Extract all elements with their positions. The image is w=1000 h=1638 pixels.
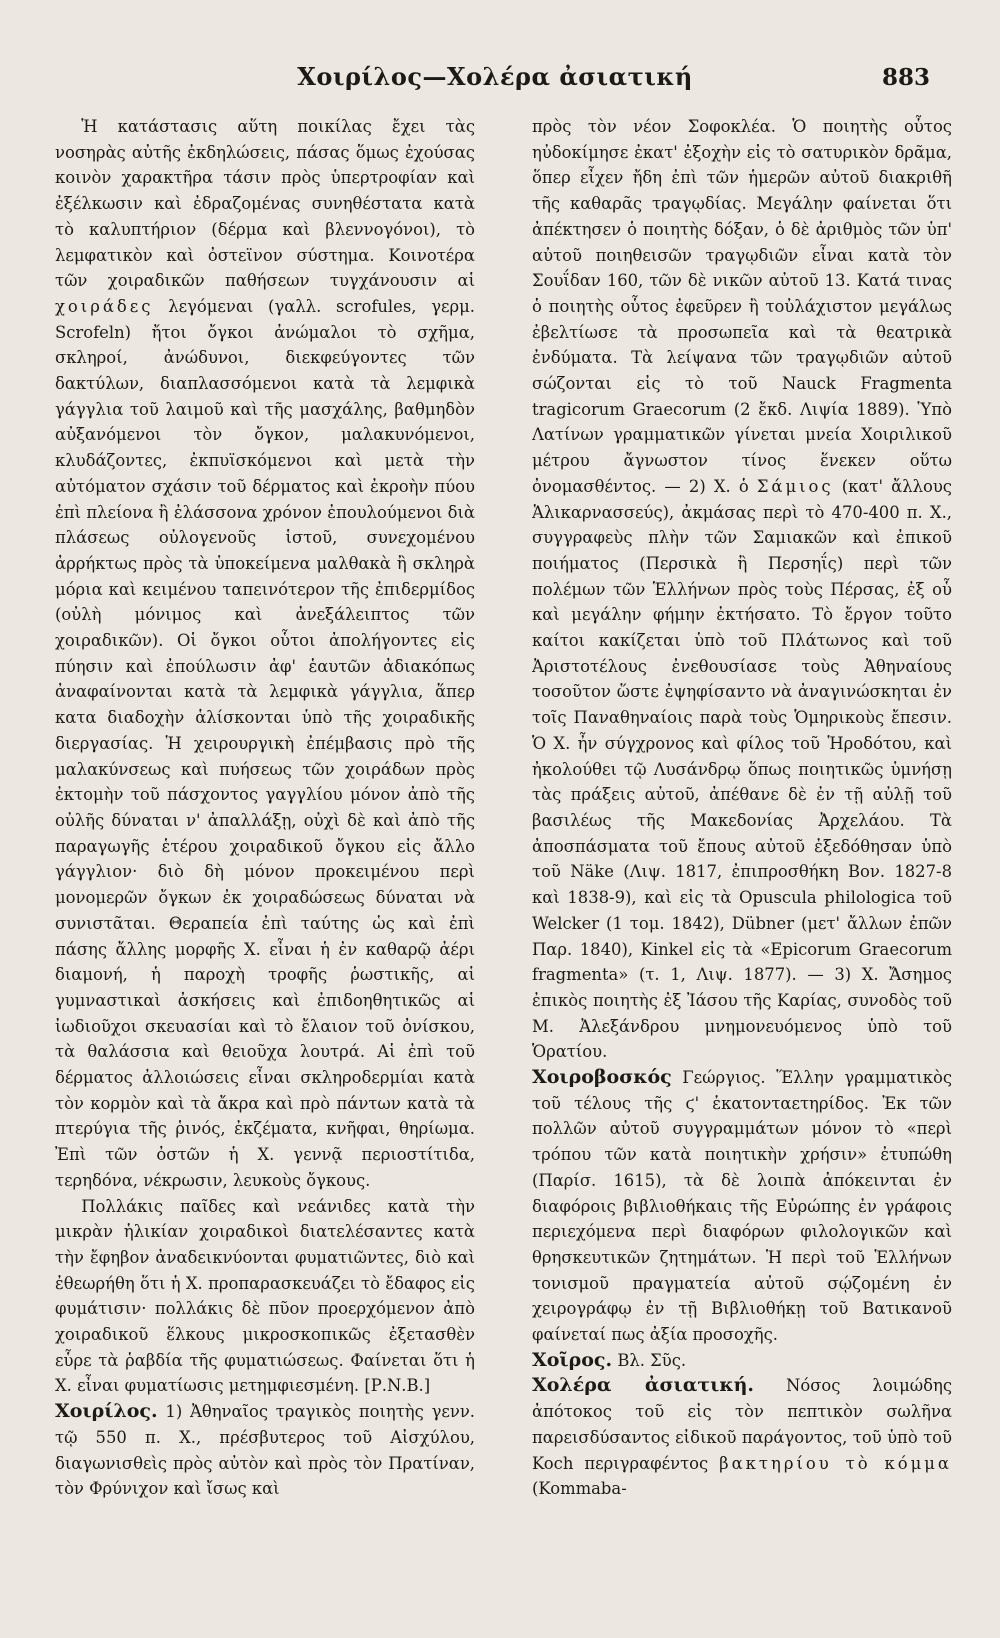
paragraph-text: Νόσος λοιμώδης ἀπότοκος τοῦ εἰς τὸν πεπτικὸν σωλῆνα παρεισδύσαντος εἰδικοῦ παράγοντος, τοῦ ὑπὸ τοῦ Koch περιγραφέντος (532, 1376, 952, 1473)
entry-headword: Χοιρίλος. (55, 1400, 158, 1423)
entry-headword: Χολέρα ἀσιατική. (532, 1374, 755, 1397)
entry-paragraph: Πολλάκις παῖδες καὶ νεάνιδες κατὰ τὴν μικρὰν ἡλικίαν χοιραδικοὶ διατελέσαντες κατὰ τὴν ἔφηβον ἀναδεικνύονται φυματιῶντες, διὸ καὶ ἐθεωρήθη ὅτι ἡ Χ. προπαρασκευάζει τὸ ἔδαφος εἰς φυμάτισιν· πολλάκις δὲ πῦον προερχόμενον ἀπὸ χοιραδικοῦ ἕλκους μικροσκοπικῶς ἐξετασθὲν εὗρε τὰ ῥαβδία τῆς φυματιώσεως. Φαίνεται ὅτι ἡ Χ. εἶναι φυματίωσις μετημφιεσμένη. [Ρ.Ν.Β.] (55, 1196, 475, 1396)
page-number: 883 (881, 64, 930, 91)
paragraph-text: Γεώργιος. Ἕλλην γραμματικὸς τοῦ τέλους τῆς ϛ' ἑκατονταετηρίδος. Ἐκ τῶν πολλῶν αὐτοῦ συγγραμμάτων μόνον τὸ «περὶ τρόπου τῶν κατὰ ποιητικὴν χρήσιν» ἐτυπώθη (Παρίσ. 1615), τὰ δὲ λοιπὰ ἀπόκεινται ἐν διαφόροις βιβλιοθήκαις τῆς Εὐρώπης ἐν γράφοις περιεχόμενα περὶ διαφόρων φιλολογικῶν καὶ θρησκευτικῶν ζητημάτων. Ἡ περὶ τοῦ Ἑλλήνων τονισμοῦ πραγματεία αὐτοῦ σῴζομένη ἐν χειρογράφῳ ἐν τῇ Βιβλιοθήκῃ τοῦ Βατικανοῦ φαίνεταί πως ἀξία προσοχῆς. (532, 1068, 952, 1345)
right-column (532, 114, 952, 1614)
paragraph-text: λεγόμεναι (γαλλ. scrofules, γερμ. Scrofeln) ἤτοι ὄγκοι ἀνώμαλοι τὸ σχῆμα, σκληροί, ἀνώδυνοι, διεκφεύγοντες τῶν δακτύλων, διαπλασσόμενοι κατὰ τὰ λεμφικὰ γάγγλια τοῦ λαιμοῦ καὶ τῆς μασχάλης, βαθμηδὸν αὐξανόμενοι τὸν ὄγκον, μαλακυνόμενοι, κλυδάζοντες, ἐκπυϊσκόμενοι καὶ μετὰ τὴν αὐτόματον σχάσιν τοῦ δέρματος καὶ ἐκροὴν πύου ἐπὶ πλείονα ἢ ἐλάσσονα χρόνον ἐπουλούμενοι διὰ πλάσεως οὐλογενοῦς ἱστοῦ, συνεχομένου ἀρρήκτως πρὸς τὰ ὑποκείμενα μαλθακὰ ἢ σκληρὰ μόρια καὶ κειμένου ταπεινότερον τῆς ἐπιδερμίδος (οὐλὴ μόνιμος καὶ ἀνεξάλειπτος τῶν χοιραδικῶν). Οἱ ὄγκοι οὗτοι ἀπολήγοντες εἰς πύησιν καὶ ἐπούλωσιν ἀφ' ἑαυτῶν ἀδιακόπως ἀναφαίνονται κατὰ τὰ λεμφικὰ γάγγλια, ἅπερ κατα διαδοχὴν ἁλίσκονται ὑπὸ τῆς χοιραδικῆς διεργασίας. Ἡ χειρουργικὴ ἐπέμβασις πρὸ τῆς μαλακύνσεως καὶ πυήσεως τῶν χοιράδων πρὸς ἐκτομὴν τοῦ πάσχοντος γαγγλίου μόνον ἀπὸ τῆς οὐλῆς δύναται ν' ἀπαλλάξῃ, οὐχὶ δὲ καὶ ἀπὸ τῆς παραγωγῆς ἑτέρου χοιραδικοῦ ὄγκου εἰς ἄλλο γάγγλιον· διὸ δὴ μόνον προκειμένου περὶ μονομερῶν ὄγκων ἐκ χοιραδώσεως δύναται νὰ συνιστᾶται. Θεραπεία ἐπὶ ταύτης ὡς καὶ ἐπὶ πάσης ἄλλης μορφῆς Χ. εἶναι ἡ ἐν καθαρῷ ἀέρι διαμονή, ἡ παροχὴ τροφῆς ῥωστικῆς, αἱ γυμναστικαὶ ἀσκήσεις καὶ ἐπιδοηθητικῶς αἱ ἰωδιοῦχοι σκευασίαι καὶ τὸ ἔλαιον τοῦ ὀνίσκου, τὰ θαλάσσια καὶ θειοῦχα λουτρά. Αἱ ἐπὶ τοῦ δέρματος ἀλλοιώσεις εἶναι σκληροδερμίαι κατὰ τὸν κορμὸν καὶ τὰ ἄκρα καὶ πρὸ πάντων κατὰ τὰ πτερύγια τῆς ῥινός, ἐκζέματα, κνῆφαι, θηρίωμα. Ἐπὶ τῶν ὀστῶν ἡ Χ. γεννᾷ περιοστίτιδα, τερηδόνα, νέκρωσιν, λευκοὺς ὄγκους. (55, 296, 475, 1190)
paragraph-text: (Kommaba- (532, 1479, 627, 1499)
spaced-term: χοιράδες (55, 296, 154, 316)
paragraph-text: πρὸς τὸν νέον Σοφοκλέα. Ὁ ποιητὴς οὗτος ηὐδοκίμησε ἐκατ' ἐξοχὴν εἰς τὸ σατυρικὸν δρᾶμα, ὅπερ εἶχεν ἤδη ἐπὶ τῶν ἡμερῶν αὐτοῦ διακριθῆ τῆς καθαρᾶς τραγῳδίας. Μεγάλην φαίνεται ὅτι ἀπέκτησεν ὁ ποιητὴς δόξαν, ὁ δὲ ἀριθμὸς τῶν ὑπ' αὐτοῦ ποιηθεισῶν τραγῳδιῶν εἶναι κατὰ τὸν Σουΐδαν 160, τῶν δὲ νικῶν αὐτοῦ 13. Κατά τινας ὁ ποιητὴς οὗτος ἐφεῦρεν ἢ τοὐλάχιστον μεγάλως ἐβελτίωσε τὰ προσωπεῖα καὶ τὰ θεατρικὰ ἐνδύματα. Τὰ λείψανα τῶν τραγῳδιῶν αὐτοῦ σώζονται εἰς τὸ τοῦ Nauck Fragmenta tragicorum Graecorum (2 ἔκδ. Λιψία 1889). Ὑπὸ Λατίνων γραμματικῶν γίνεται μνεία Χοιριλικοῦ μέτρου ἄγνωστον τίνος ἕνεκεν οὕτω ὀνομασθέντος. — 2) Χ. ὁ (532, 117, 952, 496)
entry-paragraph (532, 1065, 952, 1348)
paragraph-text: 1) Ἀθηναῖος τραγικὸς ποιητὴς γενν. τῷ 550 π. Χ., πρέσβυτερος τοῦ Αἰσχύλου, διαγωνισθεὶς πρὸς αὐτὸν καὶ πρὸς τὸν Πρατίναν, τὸν Φρύνιχον καὶ ἴσως καὶ (55, 1402, 475, 1499)
entry-paragraph (532, 114, 952, 1065)
paragraph-text: (κατ' ἄλλους Ἁλικαρνασσεύς), ἀκμάσας περὶ τὸ 470-400 π. Χ., συγγραφεὺς πλὴν τῶν Σαμιακῶν καὶ ἐπικοῦ ποιήματος (Περσικὰ ἢ Περσηΐς) περὶ τῶν πολέμων τῶν Ἑλλήνων πρὸς τοὺς Πέρσας, ἐξ οὗ καὶ μεγάλην φήμην ἐκτήσατο. Τὸ ἔργον τοῦτο καίτοι κακίζεται ὑπὸ τοῦ Πλάτωνος καὶ τοῦ Ἀριστοτέλους ἐνεθουσίασε τοὺς Ἀθηναίους τοσοῦτον ὥστε ἐψηφίσαντο νὰ ἀναγινώσκηται ἐν τοῖς Παναθηναίοις παρὰ τοὺς Ὁμηρικοὺς ἔπεσιν. Ὁ Χ. ἦν σύγχρονος καὶ φίλος τοῦ Ἡροδότου, καὶ ἠκολούθει τῷ Λυσάνδρῳ ὅπως ποιητικῶς ὑμνήσῃ τὰς πράξεις αὐτοῦ, ἀπέθανε δὲ ἐν τῇ αὐλῇ τοῦ βασιλέως τῆς Μακεδονίας Ἀρχελάου. Τὰ ἀποσπάσματα τοῦ ἔπους αὐτοῦ ἐξεδόθησαν ὑπὸ τοῦ Näke (Λιψ. 1817, ἐπιπροσθήκη Βον. 1827-8 καὶ 1838-9), καὶ εἰς τὰ Opuscula philologica τοῦ Welcker (1 τομ. 1842), Dübner (μετ' ἄλλων ἐπῶν Παρ. 1840), Kinkel εἰς τὰ «Epicorum Graecorum fragmenta» (τ. 1, Λιψ. 1877). — 3) Χ. Ἄσημος ἐπικὸς ποιητὴς ἐξ Ἰάσου τῆς Καρίας, συνοδὸς τοῦ Μ. Ἀλεξάνδρου μνημονευόμενος ὑπὸ τοῦ Ὁρατίου. (532, 476, 952, 1062)
entry-paragraph (55, 114, 475, 1194)
paragraph-text: Ἡ κατάστασις αὕτη ποικίλας ἔχει τὰς νοσηρὰς αὐτῆς ἐκδηλώσεις, πάσας ὅμως ἐχούσας κοινὸν χαρακτῆρα τάσιν πρὸς ὑπερτροφίαν καὶ ἐξέλκωσιν καὶ ἐδραζομένας συνηθέστατα κατὰ τὸ καλυπτήριον (δέρμα καὶ βλεννογόνοι), τὸ λεμφατικὸν καὶ ὀστεϊνον σύστημα. Κοινοτέρα τῶν χοιραδικῶν παθήσεων τυγχάνουσιν αἱ (55, 117, 475, 291)
entry-paragraph (532, 1373, 952, 1502)
running-title: Χοιρίλος—Χολέρα ἀσιατική (297, 62, 693, 91)
page-header (60, 62, 930, 102)
spaced-term: βακτηρίου τὸ κόμμα (719, 1453, 952, 1473)
spaced-term: Σάμιος (756, 476, 834, 496)
paragraph-text: Βλ. Σῦς. (612, 1350, 687, 1370)
entry-headword: Χοῖρος. (532, 1348, 613, 1371)
entry-headword: Χοιροβοσκός (532, 1066, 672, 1089)
left-column (55, 114, 475, 1614)
entry-paragraph (532, 1348, 952, 1374)
entry-paragraph (55, 1399, 475, 1502)
